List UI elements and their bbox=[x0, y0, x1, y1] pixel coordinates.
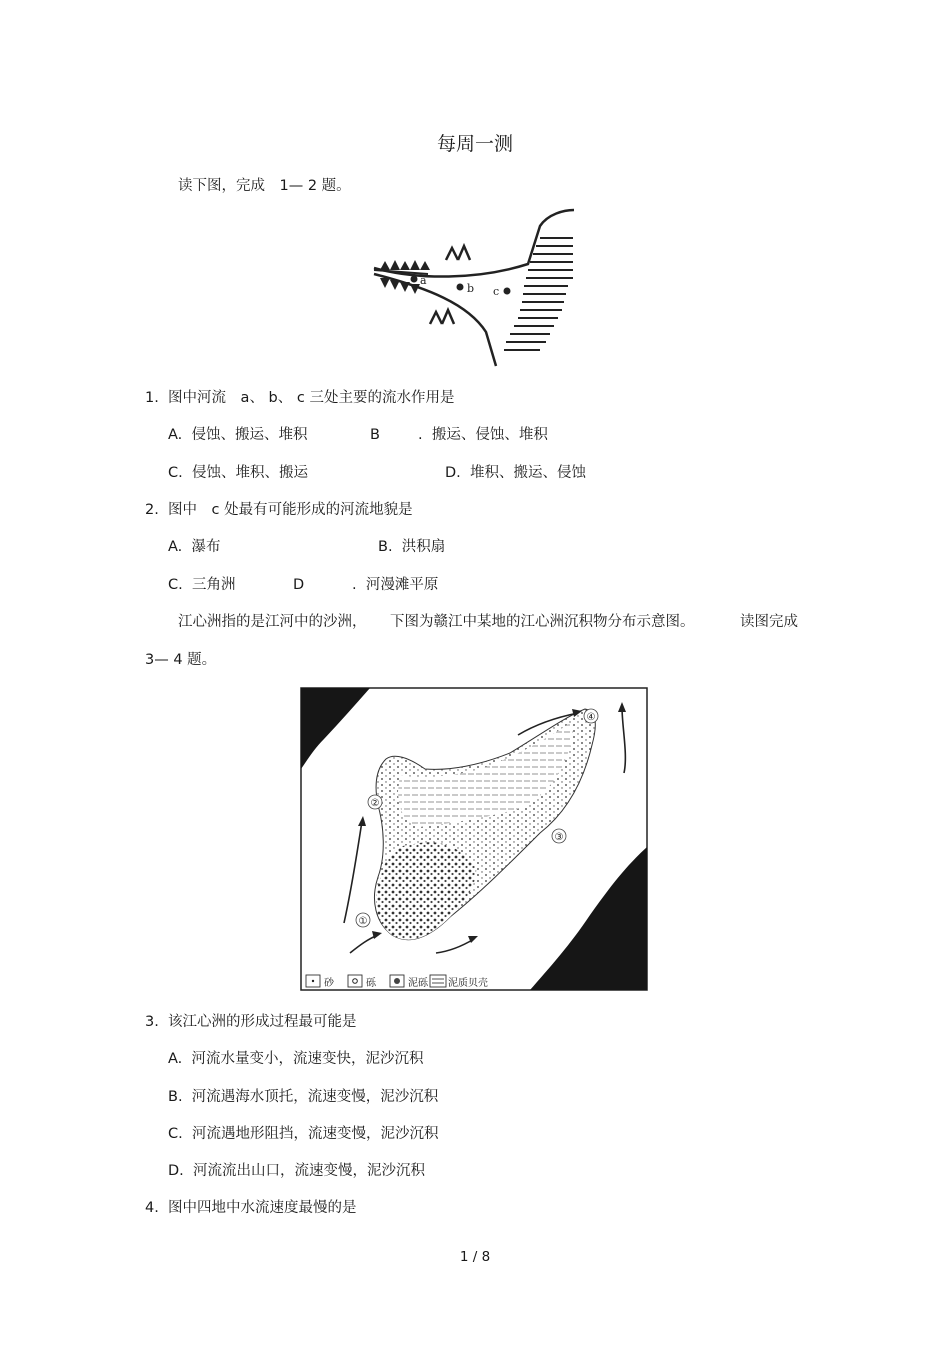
svg-text:②: ② bbox=[370, 798, 380, 809]
question-3-option-d: D. 河流流出山口，流速变慢，泥沙沉积 bbox=[168, 1163, 425, 1179]
mountain-symbol-south bbox=[430, 310, 454, 324]
river-lower-bank bbox=[374, 274, 496, 366]
point-c-dot bbox=[504, 288, 511, 295]
intro-text-2-line-2: 3— 4 题。 bbox=[145, 652, 217, 668]
legend-sand: 砂 bbox=[324, 978, 334, 989]
point-b-dot bbox=[457, 284, 464, 291]
question-1-option-b-text: . 搬运、侵蚀、堆积 bbox=[418, 427, 548, 443]
point-a-label: a bbox=[420, 274, 427, 287]
question-2-option-a: A. 瀑布 bbox=[168, 539, 221, 555]
question-1-option-c: C. 侵蚀、堆积、搬运 bbox=[168, 465, 308, 481]
intro-text-2-part-2: 下图为赣江中某地的江心洲沉积物分布示意图。 bbox=[390, 614, 695, 630]
svg-text:③: ③ bbox=[554, 832, 564, 843]
page-title: 每周一测 bbox=[436, 133, 513, 155]
marker-2 bbox=[368, 795, 382, 809]
question-1-option-a: A. 侵蚀、搬运、堆积 bbox=[168, 427, 308, 443]
question-1-stem: 1. 图中河流 a、 b、 c 三处主要的流水作用是 bbox=[145, 390, 455, 406]
mountain-symbol-north bbox=[446, 246, 470, 260]
intro-text-2-part-1: 江心洲指的是江河中的沙洲， bbox=[178, 614, 367, 630]
question-2-option-b: B. 洪积扇 bbox=[378, 539, 446, 555]
svg-text:④: ④ bbox=[586, 712, 596, 723]
question-3-option-b: B. 河流遇海水顶托，流速变慢，泥沙沉积 bbox=[168, 1089, 439, 1105]
question-2-option-d-letter: D bbox=[293, 577, 305, 593]
question-1-option-b-letter: B bbox=[370, 427, 380, 443]
legend-mud-shell: 泥质贝壳 bbox=[448, 978, 488, 989]
marker-1 bbox=[356, 913, 370, 927]
sea-dashes bbox=[504, 238, 573, 350]
legend-mud-gravel: 泥砾 bbox=[408, 978, 428, 989]
intro-text-1: 读下图，完成 1— 2 题。 bbox=[178, 178, 351, 194]
point-b-label: b bbox=[467, 282, 475, 295]
marker-4 bbox=[584, 709, 598, 723]
island-figure bbox=[300, 687, 648, 991]
intro-text-2-part-3: 读图完成 bbox=[740, 614, 798, 630]
question-3-option-c: C. 河流遇地形阻挡，流速变慢，泥沙沉积 bbox=[168, 1126, 439, 1142]
point-a-dot bbox=[411, 276, 418, 283]
figure-legend bbox=[306, 975, 488, 989]
question-2-option-d-text: . 河漫滩平原 bbox=[352, 577, 439, 593]
page-number: 1 / 8 bbox=[459, 1249, 491, 1265]
river-figure bbox=[368, 208, 588, 368]
svg-text:①: ① bbox=[358, 916, 368, 927]
question-2-stem: 2. 图中 c 处最有可能形成的河流地貌是 bbox=[145, 502, 413, 518]
mountains-upper-bank bbox=[380, 260, 430, 270]
question-3-option-a: A. 河流水量变小，流速变快，泥沙沉积 bbox=[168, 1051, 424, 1067]
question-4-stem: 4. 图中四地中水流速度最慢的是 bbox=[145, 1200, 357, 1216]
marker-3 bbox=[552, 829, 566, 843]
question-1-option-d: D. 堆积、搬运、侵蚀 bbox=[445, 465, 586, 481]
question-2-option-c: C. 三角洲 bbox=[168, 577, 236, 593]
legend-gravel: 砾 bbox=[366, 978, 376, 989]
point-c-label: c bbox=[493, 285, 500, 298]
question-3-stem: 3. 该江心洲的形成过程最可能是 bbox=[145, 1014, 357, 1030]
